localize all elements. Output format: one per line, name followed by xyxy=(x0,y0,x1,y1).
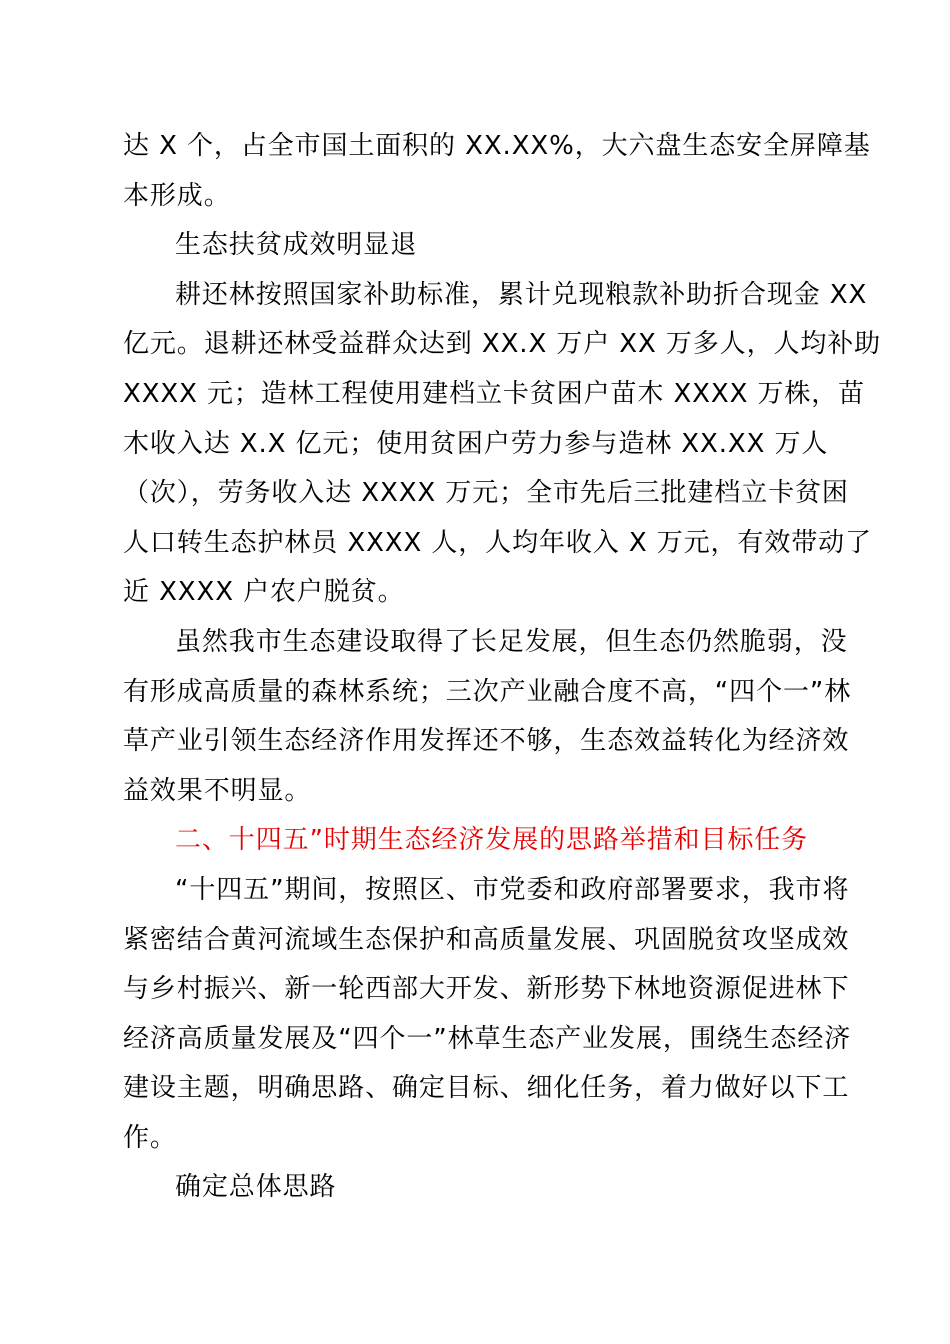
paragraph-plan-14th xyxy=(123,866,852,1164)
section-heading-text: 二、十四五”时期生态经济发展的思路举措和目标任务 xyxy=(175,825,809,856)
paragraph-reforestation xyxy=(123,271,882,618)
text-line: 紧密结合黄河流域生态保护和高质量发展、巩固脱贫攻坚成效 xyxy=(123,924,850,955)
subheading-overall-approach xyxy=(123,1163,843,1213)
text-line: 本形成。 xyxy=(123,180,231,211)
text-line: 木收入达 X.X 亿元；使用贫困户劳力参与造林 XX.XX 万人 xyxy=(123,428,829,459)
document-page xyxy=(123,122,882,1213)
text-line: 益效果不明显。 xyxy=(123,775,312,806)
subheading-ecological-poverty xyxy=(123,221,843,271)
text-line: 耕还林按照国家补助标准，累计兑现粮款补助折合现金 XX xyxy=(175,279,868,310)
text-line: （次），劳务收入达 XXXX 万元；全市先后三批建档立卡贫困 xyxy=(123,478,849,509)
subheading-text: 生态扶贫成效明显退 xyxy=(175,230,418,261)
text-line: 与乡村振兴、新一轮西部大开发、新形势下林地资源促进林下 xyxy=(123,974,850,1005)
paragraph-weaknesses xyxy=(123,618,852,816)
text-line: “十四五”期间，按照区、市党委和政府部署要求，我市将 xyxy=(175,874,850,905)
text-line: 建设主题，明确思路、确定目标、细化任务，着力做好以下工 xyxy=(123,1073,850,1104)
text-line: 亿元。退耕还林受益群众达到 XX.X 万户 XX 万多人，人均补助 xyxy=(123,329,882,360)
paragraph-land-area xyxy=(123,122,871,221)
text-line: XXXX 元；造林工程使用建档立卡贫困户苗木 XXXX 万株，苗 xyxy=(123,378,866,409)
text-line: 作。 xyxy=(123,1122,177,1153)
subheading-text: 确定总体思路 xyxy=(175,1172,337,1203)
text-line: 虽然我市生态建设取得了长足发展，但生态仍然脆弱，没 xyxy=(175,626,848,657)
text-line: 有形成高质量的森林系统；三次产业融合度不高，“四个一”林 xyxy=(123,676,852,707)
text-line: 草产业引领生态经济作用发挥还不够，生态效益转化为经济效 xyxy=(123,726,850,757)
text-line: 经济高质量发展及“四个一”林草生态产业发展，围绕生态经济 xyxy=(123,1023,852,1054)
text-line: 达 X 个，占全市国土面积的 XX.XX%，大六盘生态安全屏障基 xyxy=(123,131,871,161)
section-heading xyxy=(123,816,843,866)
text-line: 人口转生态护林员 XXXX 人，人均年收入 X 万元，有效带动了 xyxy=(123,527,872,558)
text-line: 近 XXXX 户农户脱贫。 xyxy=(123,577,405,608)
